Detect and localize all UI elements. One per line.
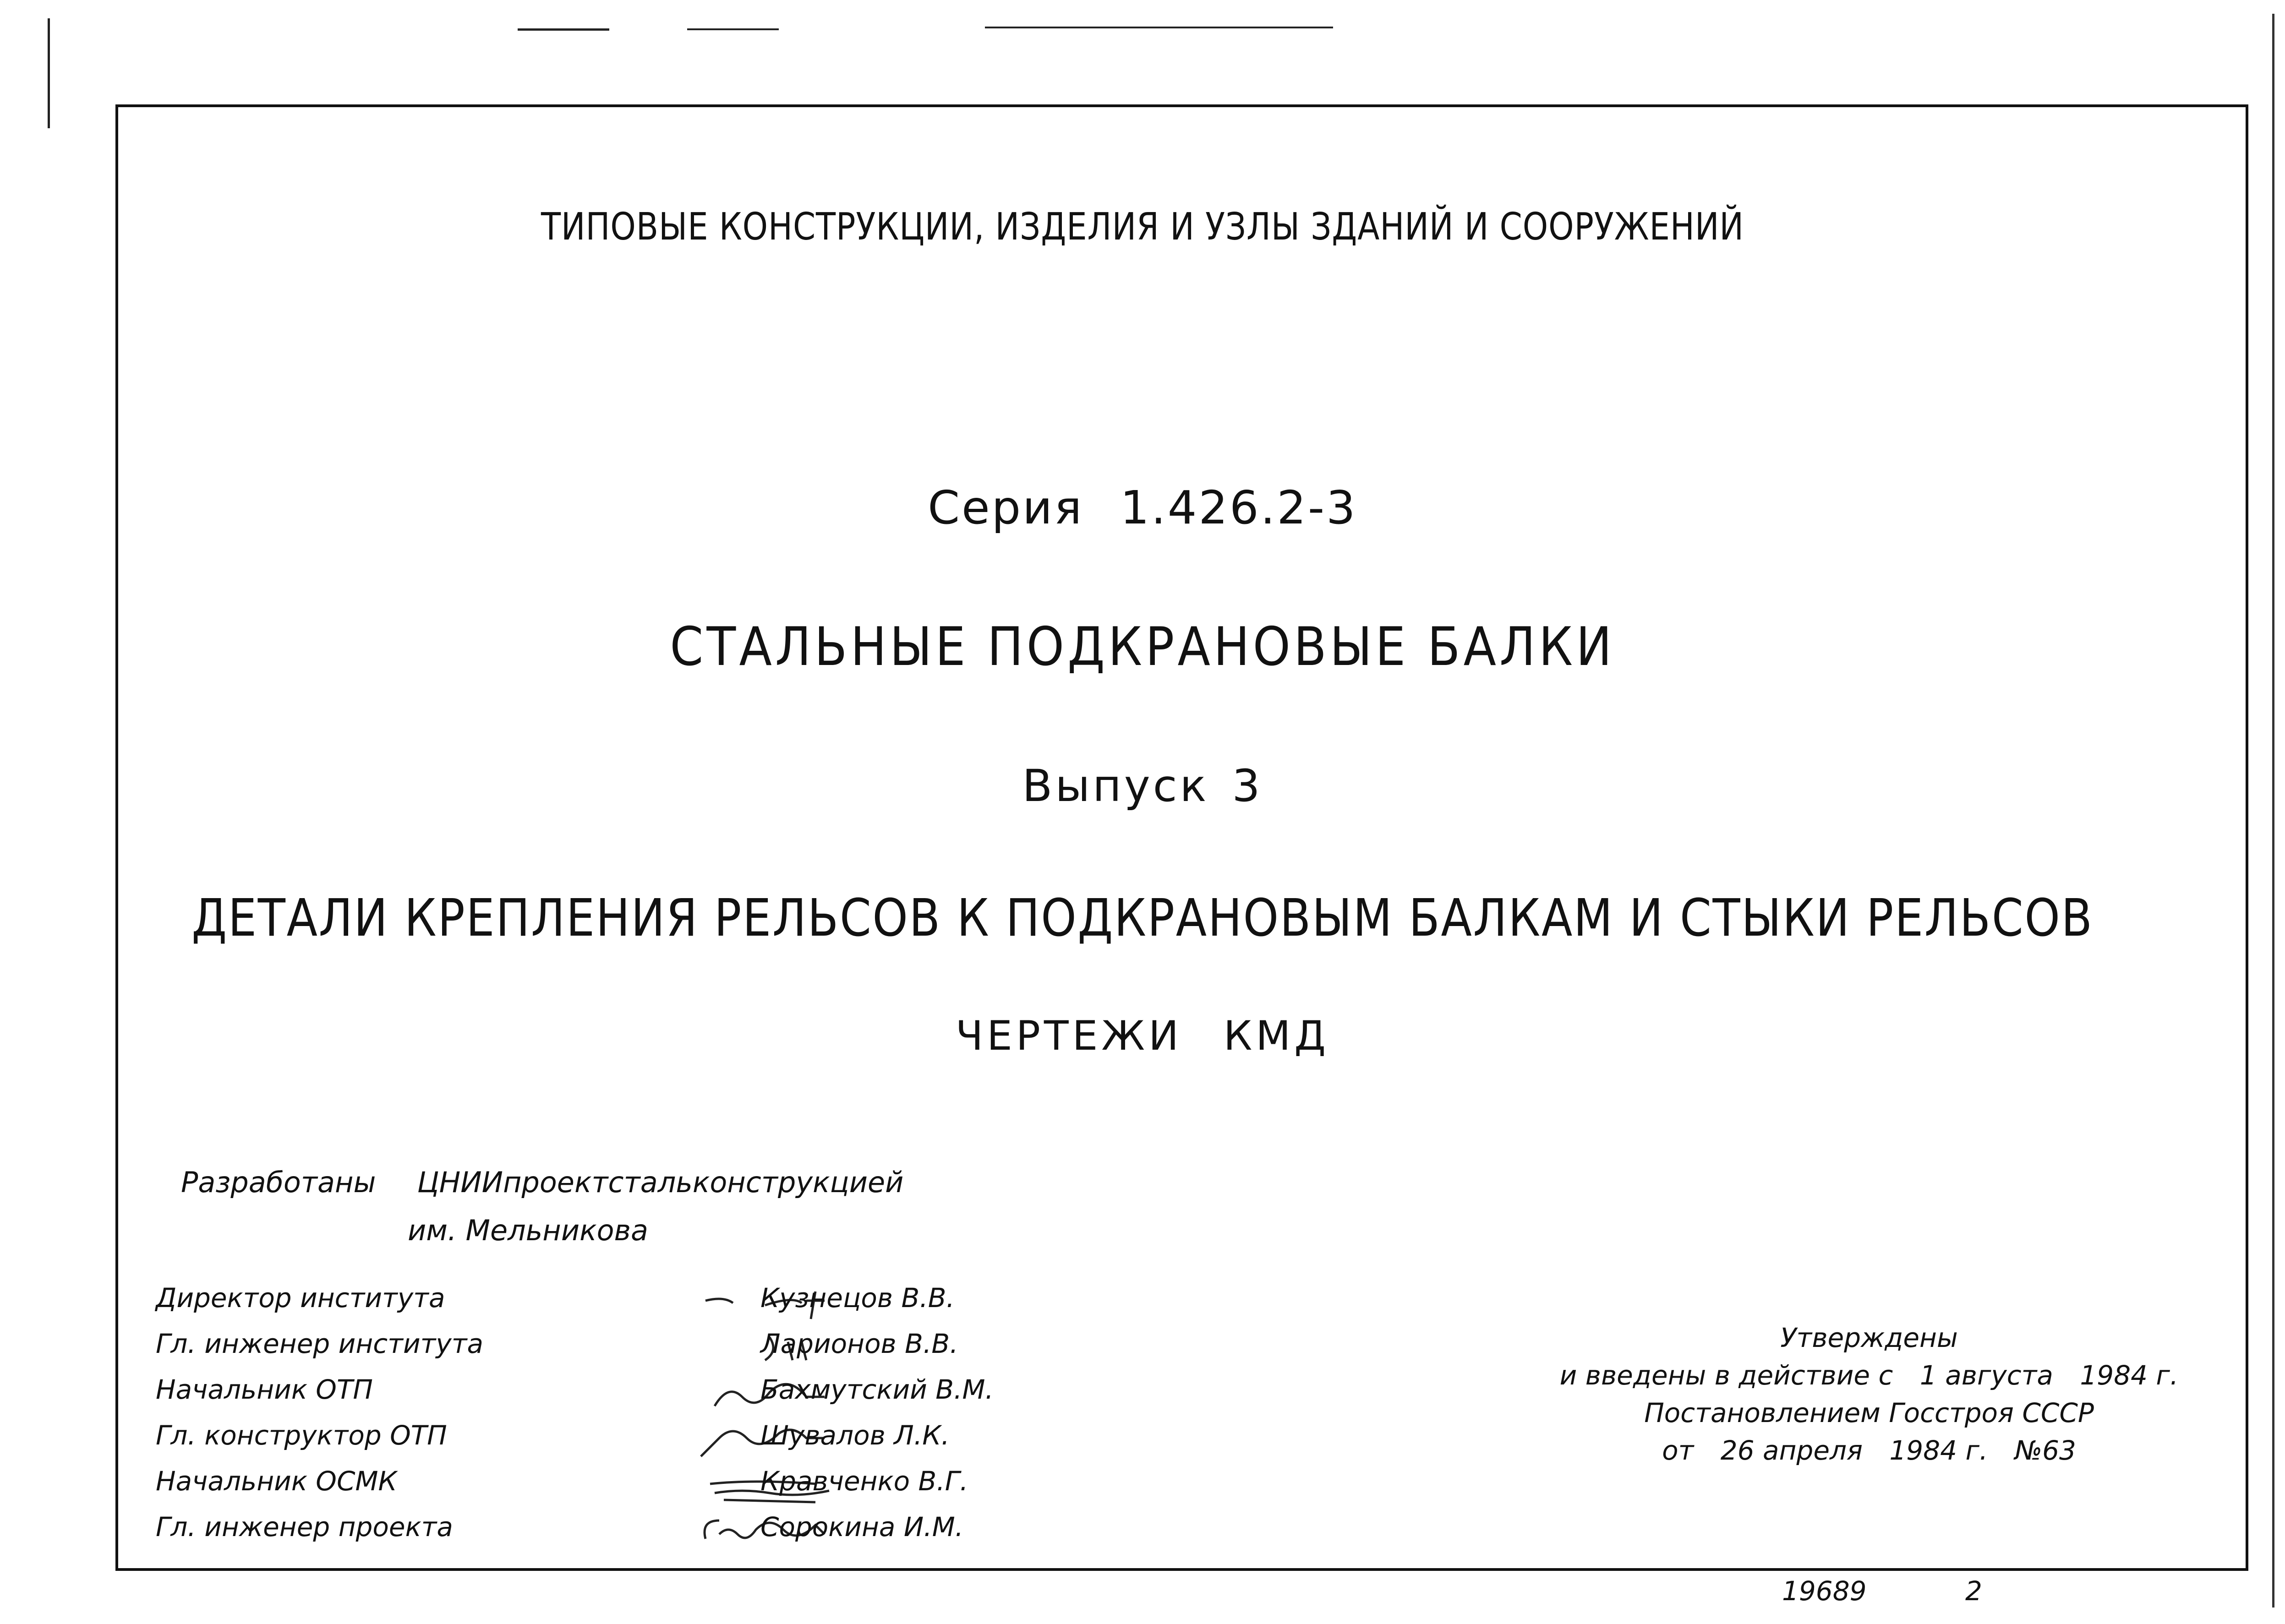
approval-decree-number: №63 <box>2014 1435 2076 1466</box>
staff-position: Гл. инженер проекта <box>156 1511 453 1542</box>
staff-position: Гл. конструктор ОТП <box>156 1420 447 1451</box>
document-title: СТАЛЬНЫЕ ПОДКРАНОВЫЕ БАЛКИ <box>670 616 1615 678</box>
drawings-code: КМД <box>1223 1012 1330 1059</box>
series-number: 1.426.2-3 <box>1120 481 1357 534</box>
staff-name: Кравченко В.Г. <box>760 1466 968 1497</box>
series-label: Серия <box>928 481 1084 534</box>
series-line <box>0 481 2285 534</box>
staff-name: Ларионов В.В. <box>760 1328 958 1359</box>
staff-position: Гл. инженер института <box>156 1328 484 1359</box>
developer-line <box>181 1166 903 1199</box>
developer-organization-name: им. Мельникова <box>408 1214 649 1247</box>
issue-subject: ДЕТАЛИ КРЕПЛЕНИЯ РЕЛЬСОВ К ПОДКРАНОВЫМ БАЛКАМ И СТЫКИ РЕЛЬСОВ <box>191 888 2094 948</box>
issue-line <box>0 760 2285 812</box>
staff-position: Директор института <box>156 1282 445 1313</box>
staff-name: Кузнецов В.В. <box>760 1282 955 1313</box>
staff-name: Сорокина И.М. <box>760 1511 964 1542</box>
approval-effective-year: 1984 г. <box>2080 1360 2179 1391</box>
vertical-stamp <box>1603 861 1649 1227</box>
drawings-line <box>0 1012 2285 1059</box>
staff-name: Шувалов Л.К. <box>760 1420 950 1451</box>
sheet-number: 2 <box>1965 1575 1982 1607</box>
catalog-heading: ТИПОВЫЕ КОНСТРУКЦИИ, ИЗДЕЛИЯ И УЗЛЫ ЗДАНИЙ И СООРУЖЕНИЙ <box>541 205 1744 249</box>
approval-effective-date: 1 августа <box>1919 1360 2053 1391</box>
top-edge-mark <box>687 28 779 30</box>
issue-label: Выпуск <box>1022 760 1209 812</box>
approval-line-3: Постановлением Госстроя СССР <box>1644 1397 2094 1428</box>
approval-line-1: Утверждены <box>1780 1322 1958 1353</box>
left-edge-mark <box>48 18 50 128</box>
staff-position: Начальник ОСМК <box>156 1466 397 1497</box>
developer-label: Разработаны <box>181 1166 376 1199</box>
approval-from: от <box>1662 1435 1694 1466</box>
drawings-word: ЧЕРТЕЖИ <box>955 1012 1182 1059</box>
staff-position: Начальник ОТП <box>156 1374 373 1405</box>
approval-line-2 <box>1548 1357 2190 1394</box>
staff-name: Бахмутский В.М. <box>760 1374 994 1405</box>
top-edge-mark <box>518 28 609 31</box>
top-edge-mark <box>985 27 1333 28</box>
approval-decree-date: 26 апреля <box>1720 1435 1863 1466</box>
approval-decree-year: 1984 г. <box>1889 1435 1988 1466</box>
issue-number: 3 <box>1232 760 1263 812</box>
approval-prefix: и введены в действие с <box>1559 1360 1893 1391</box>
approval-line-4 <box>1548 1432 2190 1469</box>
inventory-number: 19689 <box>1782 1575 1867 1607</box>
approval-block <box>1548 1319 2190 1469</box>
developer-organization: ЦНИИпроектстальконструкцией <box>417 1166 904 1199</box>
